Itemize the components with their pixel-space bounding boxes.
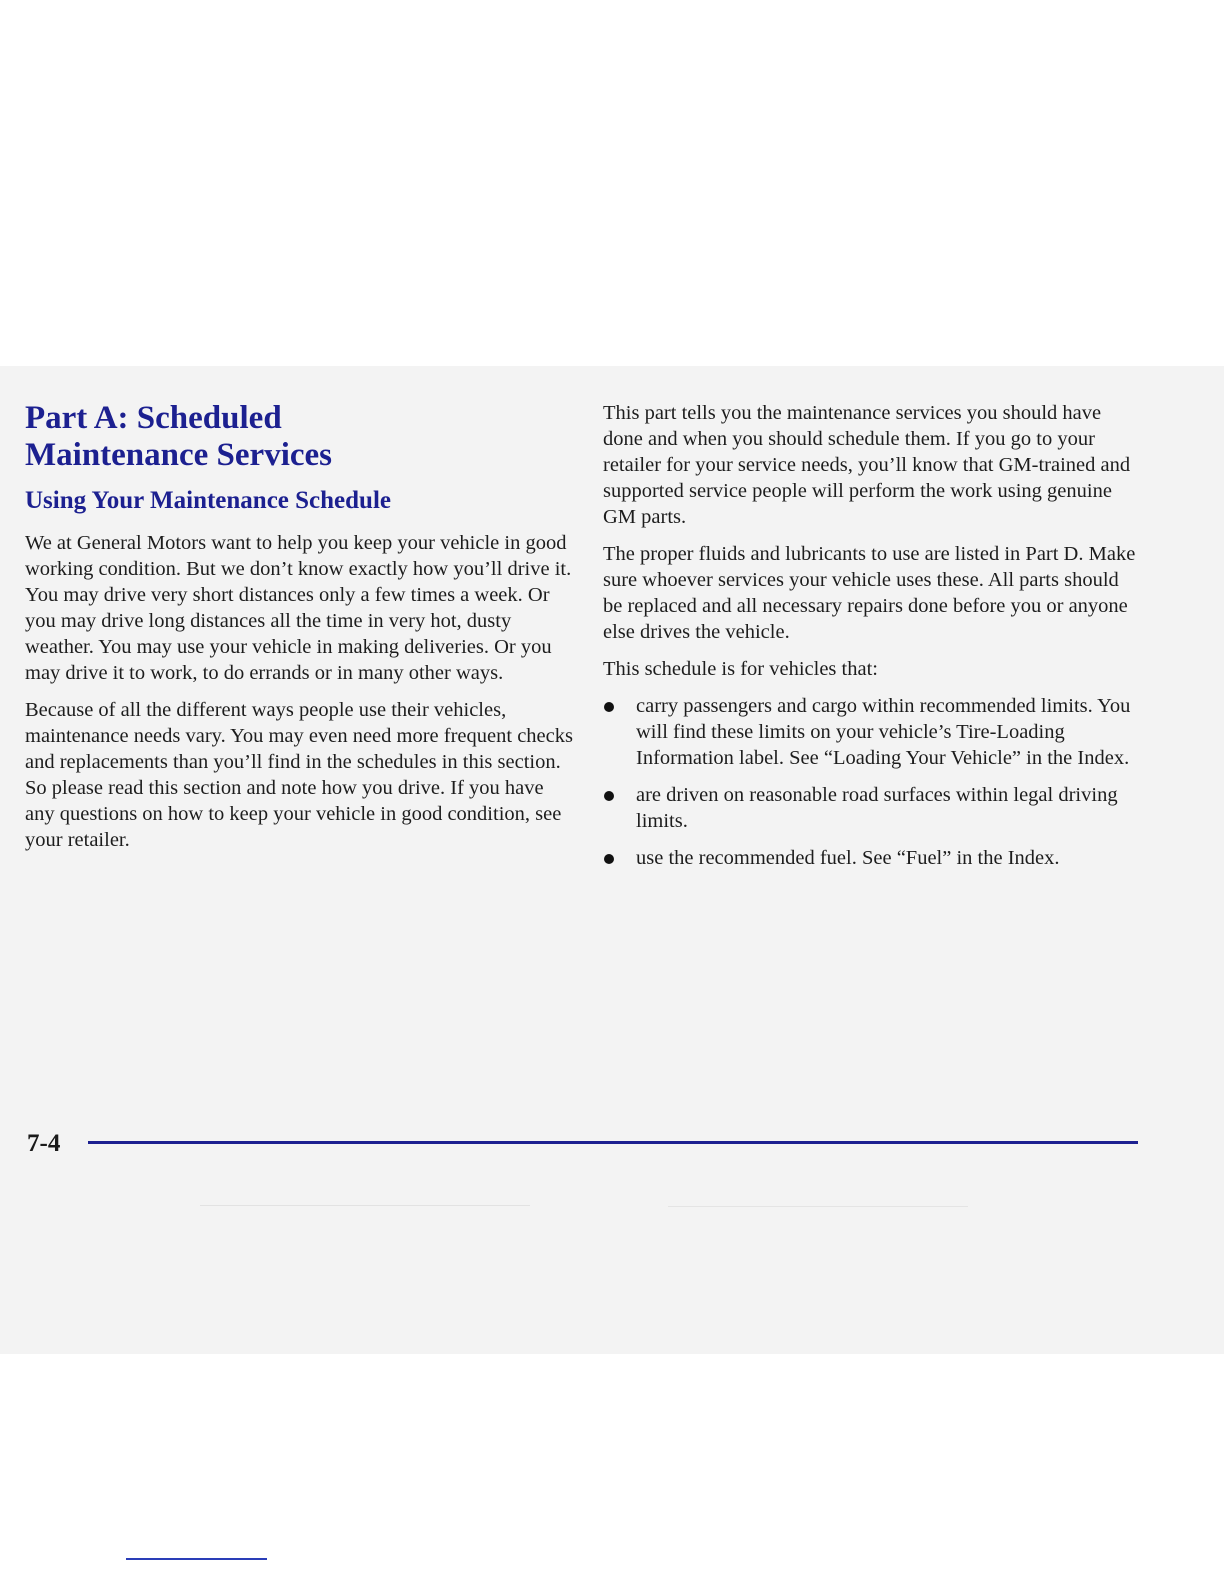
right-paragraph-3: This schedule is for vehicles that: [603,658,878,680]
footer-rule [88,1141,1138,1144]
part-title-line2: Maintenance Services [25,437,333,473]
right-paragraph-1: This part tells you the maintenance services you should have done and when you should schedule them. If you go to your retailer for your service needs, you’ll know that GM-trained and supported service people will perform the work using genuine GM parts. [603,402,1131,528]
section-title: Using Your Maintenance Schedule [25,487,392,514]
list-item [603,693,1143,771]
part-title [25,400,573,474]
page-number: 7-4 [27,1130,61,1157]
left-paragraph-2: Because of all the different ways people use their vehicles, maintenance needs vary. You may even need more frequent checks and replacements than you’ll find in the schedules in this section. So please read this section and note how you drive. If you have any questions on how to keep your vehicle in good condition, see your retailer. [25,699,573,851]
right-paragraph-2: The proper fluids and lubricants to use are listed in Part D. Make sure whoever services your vehicle uses these. All parts should be replaced and all necessary repairs done before you or anyone else drives the vehicle. [603,543,1136,643]
list-item [603,845,1143,871]
right-column [603,400,1143,882]
part-title-line1: Part A: Scheduled [25,400,282,436]
bottom-rule [126,1558,267,1560]
vehicle-criteria-list [603,693,1143,871]
left-paragraph-1: We at General Motors want to help you keep your vehicle in good working condition. But we don’t know exactly how you’ll drive it. You may drive very short distances only a few times a week. Or you may drive long distances all the time in very hot, dusty weather. You may use your vehicle in making deliveries. Or you may drive it to work, to do errands or in many other ways. [25,532,572,684]
bullet-icon [604,791,614,801]
faint-divider [200,1205,530,1206]
left-column [25,400,573,853]
bullet-icon [604,702,614,712]
bullet-icon [604,854,614,864]
list-item-text: carry passengers and cargo within recommended limits. You will find these limits on your vehicle’s Tire-Loading Information label. See “Loading Your Vehicle” in the Index. [636,695,1131,769]
list-item-text: are driven on reasonable road surfaces within legal driving limits. [636,784,1118,832]
faint-divider [668,1206,968,1207]
list-item [603,782,1143,834]
list-item-text: use the recommended fuel. See “Fuel” in the Index. [636,847,1060,869]
